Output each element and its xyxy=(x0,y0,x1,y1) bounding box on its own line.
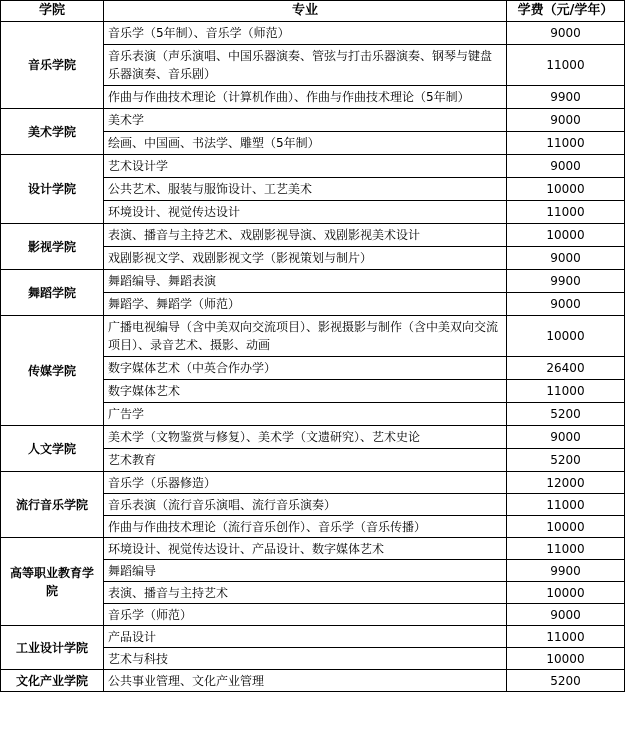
college-media: 传媒学院 xyxy=(1,316,104,426)
table-row xyxy=(1,538,625,560)
college-humanities: 人文学院 xyxy=(1,426,104,472)
major-cell: 环境设计、视觉传达设计、产品设计、数字媒体艺术 xyxy=(104,538,507,560)
fee-cell: 9000 xyxy=(507,247,625,270)
major-cell: 音乐学（乐器修造） xyxy=(104,472,507,494)
major-cell: 音乐表演（声乐演唱、中国乐器演奏、管弦与打击乐器演奏、钢琴与键盘乐器演奏、音乐剧） xyxy=(104,45,507,86)
major-cell: 表演、播音与主持艺术 xyxy=(104,582,507,604)
major-cell: 数字媒体艺术 xyxy=(104,380,507,403)
major-cell: 产品设计 xyxy=(104,626,507,648)
table-row xyxy=(1,224,625,247)
major-cell: 广播电视编导（含中美双向交流项目）、影视摄影与制作（含中美双向交流项目）、录音艺术、摄影、动画 xyxy=(104,316,507,357)
college-music: 音乐学院 xyxy=(1,22,104,109)
fee-cell: 26400 xyxy=(507,357,625,380)
fee-cell: 5200 xyxy=(507,403,625,426)
table-row xyxy=(1,670,625,692)
header-college: 学院 xyxy=(1,1,104,22)
major-cell: 美术学 xyxy=(104,109,507,132)
college-pop-music: 流行音乐学院 xyxy=(1,472,104,538)
college-fine-arts: 美术学院 xyxy=(1,109,104,155)
major-cell: 舞蹈编导 xyxy=(104,560,507,582)
college-dance: 舞蹈学院 xyxy=(1,270,104,316)
fee-cell: 9000 xyxy=(507,604,625,626)
table-row xyxy=(1,316,625,357)
fee-cell: 12000 xyxy=(507,472,625,494)
table-row xyxy=(1,109,625,132)
major-cell: 公共事业管理、文化产业管理 xyxy=(104,670,507,692)
major-cell: 戏剧影视文学、戏剧影视文学（影视策划与制片） xyxy=(104,247,507,270)
fee-cell: 9000 xyxy=(507,293,625,316)
fee-cell: 10000 xyxy=(507,178,625,201)
fee-cell: 5200 xyxy=(507,670,625,692)
fee-cell: 11000 xyxy=(507,626,625,648)
major-cell: 绘画、中国画、书法学、雕塑（5年制） xyxy=(104,132,507,155)
fee-cell: 9000 xyxy=(507,426,625,449)
fee-cell: 11000 xyxy=(507,538,625,560)
major-cell: 舞蹈编导、舞蹈表演 xyxy=(104,270,507,293)
major-cell: 艺术与科技 xyxy=(104,648,507,670)
fee-cell: 11000 xyxy=(507,494,625,516)
fee-cell: 11000 xyxy=(507,380,625,403)
fee-cell: 11000 xyxy=(507,132,625,155)
fee-cell: 5200 xyxy=(507,449,625,472)
college-vocational: 高等职业教育学院 xyxy=(1,538,104,626)
header-major: 专业 xyxy=(104,1,507,22)
table-row xyxy=(1,270,625,293)
fee-cell: 10000 xyxy=(507,516,625,538)
header-fee: 学费（元/学年） xyxy=(507,1,625,22)
college-cultural-industry: 文化产业学院 xyxy=(1,670,104,692)
table-row xyxy=(1,472,625,494)
major-cell: 舞蹈学、舞蹈学（师范） xyxy=(104,293,507,316)
major-cell: 广告学 xyxy=(104,403,507,426)
major-cell: 数字媒体艺术（中英合作办学） xyxy=(104,357,507,380)
fee-cell: 11000 xyxy=(507,45,625,86)
major-cell: 公共艺术、服装与服饰设计、工艺美术 xyxy=(104,178,507,201)
fee-cell: 10000 xyxy=(507,316,625,357)
fee-cell: 9900 xyxy=(507,560,625,582)
table-row xyxy=(1,22,625,45)
college-design: 设计学院 xyxy=(1,155,104,224)
fee-cell: 9900 xyxy=(507,270,625,293)
table-row xyxy=(1,426,625,449)
college-film: 影视学院 xyxy=(1,224,104,270)
major-cell: 环境设计、视觉传达设计 xyxy=(104,201,507,224)
fee-cell: 9000 xyxy=(507,109,625,132)
college-industrial-design: 工业设计学院 xyxy=(1,626,104,670)
fee-cell: 9900 xyxy=(507,86,625,109)
header-row xyxy=(1,1,625,22)
major-cell: 艺术设计学 xyxy=(104,155,507,178)
fee-cell: 10000 xyxy=(507,224,625,247)
fee-cell: 9000 xyxy=(507,155,625,178)
fee-cell: 9000 xyxy=(507,22,625,45)
fee-cell: 10000 xyxy=(507,582,625,604)
major-cell: 音乐表演（流行音乐演唱、流行音乐演奏） xyxy=(104,494,507,516)
fee-cell: 11000 xyxy=(507,201,625,224)
major-cell: 音乐学（5年制）、音乐学（师范） xyxy=(104,22,507,45)
major-cell: 作曲与作曲技术理论（计算机作曲）、作曲与作曲技术理论（5年制） xyxy=(104,86,507,109)
major-cell: 音乐学（师范） xyxy=(104,604,507,626)
table-row xyxy=(1,155,625,178)
major-cell: 作曲与作曲技术理论（流行音乐创作）、音乐学（音乐传播） xyxy=(104,516,507,538)
major-cell: 美术学（文物鉴赏与修复）、美术学（文遗研究）、艺术史论 xyxy=(104,426,507,449)
fee-cell: 10000 xyxy=(507,648,625,670)
major-cell: 艺术教育 xyxy=(104,449,507,472)
major-cell: 表演、播音与主持艺术、戏剧影视导演、戏剧影视美术设计 xyxy=(104,224,507,247)
table-row xyxy=(1,626,625,648)
